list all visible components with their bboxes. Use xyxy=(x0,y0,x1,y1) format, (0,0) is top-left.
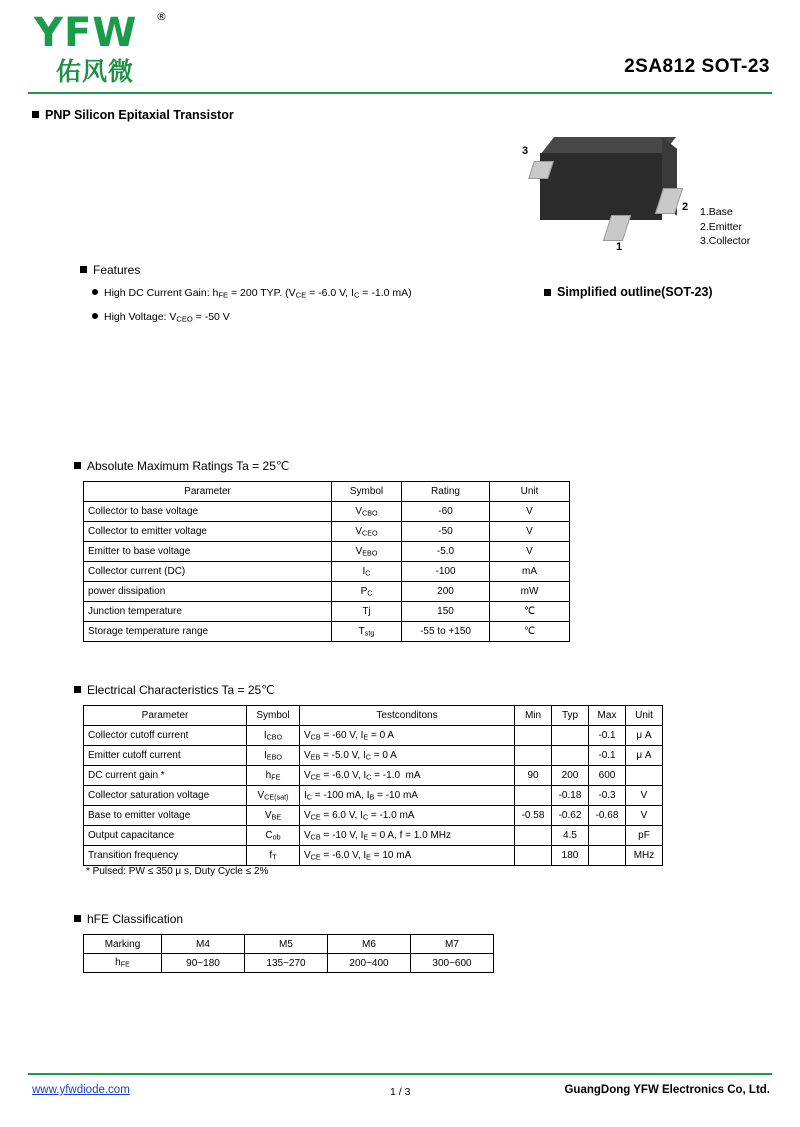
cell-parameter: DC current gain * xyxy=(84,766,247,786)
column-header: M4 xyxy=(162,935,245,954)
pin-legend-item: 2.Emitter xyxy=(700,220,743,233)
cell-parameter: Collector to emitter voltage xyxy=(84,522,332,542)
cell-unit: pF xyxy=(626,826,663,846)
cell-rating: -50 xyxy=(402,522,490,542)
cell-min xyxy=(515,786,552,806)
cell-min: -0.58 xyxy=(515,806,552,826)
cell-typ xyxy=(552,746,589,766)
table-row xyxy=(84,522,570,542)
cell-rating: -5.0 xyxy=(402,542,490,562)
cell-typ xyxy=(552,726,589,746)
hfe-classification-heading-label: hFE Classification xyxy=(87,912,184,926)
column-header: M6 xyxy=(328,935,411,954)
cell-max xyxy=(589,846,626,866)
pin-number-2: 2 xyxy=(682,201,689,213)
cell-unit: V xyxy=(626,806,663,826)
cell-symbol: $V_{CE(sat)}$ xyxy=(247,786,300,806)
cell-symbol: $P_C$ xyxy=(332,582,402,602)
cell-symbol: $f_T$ xyxy=(247,846,300,866)
pin-number-1: 1 xyxy=(616,241,623,253)
column-header: Testconditons xyxy=(300,706,515,726)
cell-unit: ℃ xyxy=(490,602,570,622)
feature-item-2: High Voltage: $V_{CEO} = -50$ V xyxy=(92,311,230,323)
cell-label: $h_{FE}$ xyxy=(84,954,162,973)
cell-conditions: $V_{CB} = -60$ V, $I_E = 0$ A xyxy=(300,726,515,746)
cell-conditions: $V_{CE} = -6.0$ V, $I_C = -1.0$ mA xyxy=(300,766,515,786)
pin-legend-item: 3.Collector xyxy=(700,235,751,247)
footer-page-number: 1 / 3 xyxy=(390,1086,411,1098)
page-title: 2SA812 SOT-23 xyxy=(624,56,770,77)
column-header: Max xyxy=(589,706,626,726)
header-divider xyxy=(28,92,772,94)
cell-max: -0.3 xyxy=(589,786,626,806)
table-row xyxy=(84,562,570,582)
table-header-row xyxy=(84,935,494,954)
footer-company-name: GuangDong YFW Electronics Co, Ltd. xyxy=(564,1084,770,1096)
cell-parameter: Collector current (DC) xyxy=(84,562,332,582)
cell-conditions: $V_{CE} = 6.0$ V, $I_C = -1.0$ mA xyxy=(300,806,515,826)
column-header: Symbol xyxy=(332,482,402,502)
cell-unit: mA xyxy=(490,562,570,582)
cell-unit: ℃ xyxy=(490,622,570,642)
package-body xyxy=(540,153,662,220)
cell-rating: 150 xyxy=(402,602,490,622)
feature-item-1: High DC Current Gain: $h_{FE} = 200$ TYP. ($V_{CE} = -6.0$ V, $I_C = -1.0$ mA) xyxy=(92,287,412,299)
round-bullet-icon xyxy=(92,313,98,319)
table-row xyxy=(84,806,663,826)
cell-parameter: Storage temperature range xyxy=(84,622,332,642)
table-header-row xyxy=(84,482,570,502)
square-bullet-icon xyxy=(74,462,81,469)
cell-symbol: Tj xyxy=(332,602,402,622)
cell-unit xyxy=(626,766,663,786)
package-caption xyxy=(544,285,713,299)
cell-unit: V xyxy=(490,542,570,562)
cell-parameter: Collector to base voltage xyxy=(84,502,332,522)
cell-symbol: $T_{stg}$ xyxy=(332,622,402,642)
column-header: Unit xyxy=(490,482,570,502)
logo-chinese-name: 佑风微 xyxy=(56,57,135,86)
cell-symbol: $I_{CBO}$ xyxy=(247,726,300,746)
cell-typ: 200 xyxy=(552,766,589,786)
cell-range: 135~270 xyxy=(245,954,328,973)
electrical-heading xyxy=(74,683,275,697)
table-row xyxy=(84,766,663,786)
cell-range: 200~400 xyxy=(328,954,411,973)
column-header: Parameter xyxy=(84,706,247,726)
hfe-classification-heading xyxy=(74,912,183,926)
column-header: Unit xyxy=(626,706,663,726)
cell-conditions: $V_{CE} = -6.0$ V, $I_E = 10$ mA xyxy=(300,846,515,866)
absolute-max-heading-label: Absolute Maximum Ratings Ta = 25℃ xyxy=(87,459,290,473)
table-row xyxy=(84,542,570,562)
table-row xyxy=(84,954,494,973)
cell-parameter: Collector saturation voltage xyxy=(84,786,247,806)
cell-symbol: $V_{BE}$ xyxy=(247,806,300,826)
pin-legend xyxy=(700,205,750,249)
footer-divider xyxy=(28,1073,772,1075)
table-row xyxy=(84,846,663,866)
cell-parameter: Collector cutoff current xyxy=(84,726,247,746)
column-header: Min xyxy=(515,706,552,726)
column-header: M5 xyxy=(245,935,328,954)
cell-symbol: $I_{EBO}$ xyxy=(247,746,300,766)
package-caption-label: Simplified outline(SOT-23) xyxy=(557,285,713,299)
square-bullet-icon xyxy=(74,686,81,693)
cell-typ: 4.5 xyxy=(552,826,589,846)
company-logo xyxy=(34,10,199,86)
features-heading-label: Features xyxy=(93,263,141,277)
cell-parameter: Junction temperature xyxy=(84,602,332,622)
cell-parameter: Output capacitance xyxy=(84,826,247,846)
table-row xyxy=(84,622,570,642)
cell-parameter: Emitter cutoff current xyxy=(84,746,247,766)
cell-parameter: Emitter to base voltage xyxy=(84,542,332,562)
cell-max: -0.68 xyxy=(589,806,626,826)
cell-unit: V xyxy=(490,522,570,542)
column-header: Typ xyxy=(552,706,589,726)
cell-max: 600 xyxy=(589,766,626,786)
cell-symbol: $h_{FE}$ xyxy=(247,766,300,786)
square-bullet-icon xyxy=(80,266,87,273)
table-header-row xyxy=(84,706,663,726)
cell-symbol: $I_C$ xyxy=(332,562,402,582)
cell-unit: μ A xyxy=(626,726,663,746)
cell-parameter: power dissipation xyxy=(84,582,332,602)
cell-conditions: $V_{CB} = -10$ V, $I_E = 0$ A, f = 1.0 MHz xyxy=(300,826,515,846)
cell-typ: -0.18 xyxy=(552,786,589,806)
square-bullet-icon xyxy=(74,915,81,922)
cell-unit: mW xyxy=(490,582,570,602)
cell-max xyxy=(589,826,626,846)
cell-typ: -0.62 xyxy=(552,806,589,826)
cell-unit: V xyxy=(626,786,663,806)
electrical-note: * Pulsed: PW ≤ 350 μ s, Duty Cycle ≤ 2% xyxy=(86,866,269,877)
document-subtitle xyxy=(32,108,234,122)
column-header: Symbol xyxy=(247,706,300,726)
cell-conditions: $I_C = -100$ mA, $I_B = -10$ mA xyxy=(300,786,515,806)
cell-symbol: $V_{CEO}$ xyxy=(332,522,402,542)
package-outline-drawing xyxy=(522,135,770,275)
column-header: Marking xyxy=(84,935,162,954)
table-row xyxy=(84,746,663,766)
absolute-maximum-ratings-table xyxy=(83,481,570,642)
table-row xyxy=(84,826,663,846)
table-row xyxy=(84,502,570,522)
cell-conditions: $V_{EB} = -5.0$ V, $I_C = 0$ A xyxy=(300,746,515,766)
cell-min: 90 xyxy=(515,766,552,786)
cell-parameter: Transition frequency xyxy=(84,846,247,866)
pin-number-3: 3 xyxy=(522,145,529,157)
cell-symbol: $C_{ob}$ xyxy=(247,826,300,846)
cell-unit: MHz xyxy=(626,846,663,866)
cell-min xyxy=(515,846,552,866)
cell-rating: -100 xyxy=(402,562,490,582)
absolute-max-heading xyxy=(74,459,289,473)
cell-rating: -60 xyxy=(402,502,490,522)
cell-range: 300~600 xyxy=(411,954,494,973)
electrical-heading-label: Electrical Characteristics Ta = 25℃ xyxy=(87,683,275,697)
cell-parameter: Base to emitter voltage xyxy=(84,806,247,826)
column-header: Rating xyxy=(402,482,490,502)
cell-symbol: $V_{EBO}$ xyxy=(332,542,402,562)
cell-symbol: $V_{CBO}$ xyxy=(332,502,402,522)
cell-min xyxy=(515,826,552,846)
page-header xyxy=(0,0,800,92)
cell-max: -0.1 xyxy=(589,746,626,766)
logo-wordmark: YFW xyxy=(34,10,138,56)
column-header: M7 xyxy=(411,935,494,954)
table-row xyxy=(84,582,570,602)
table-row xyxy=(84,786,663,806)
cell-max: -0.1 xyxy=(589,726,626,746)
cell-typ: 180 xyxy=(552,846,589,866)
square-bullet-icon xyxy=(32,111,39,118)
cell-rating: -55 to +150 xyxy=(402,622,490,642)
registered-trademark-icon: ® xyxy=(156,10,167,23)
cell-rating: 200 xyxy=(402,582,490,602)
cell-unit: V xyxy=(490,502,570,522)
table-row xyxy=(84,726,663,746)
footer-website-link[interactable]: www.yfwdiode.com xyxy=(32,1084,130,1096)
round-bullet-icon xyxy=(92,289,98,295)
cell-unit: μ A xyxy=(626,746,663,766)
document-subtitle-label: PNP Silicon Epitaxial Transistor xyxy=(45,108,234,122)
table-row xyxy=(84,602,570,622)
pin-legend-item: 1.Base xyxy=(700,206,733,218)
electrical-characteristics-table xyxy=(83,705,663,866)
cell-range: 90~180 xyxy=(162,954,245,973)
hfe-classification-table xyxy=(83,934,494,973)
cell-min xyxy=(515,746,552,766)
cell-min xyxy=(515,726,552,746)
square-bullet-icon xyxy=(544,289,551,296)
features-heading xyxy=(80,263,140,277)
column-header: Parameter xyxy=(84,482,332,502)
